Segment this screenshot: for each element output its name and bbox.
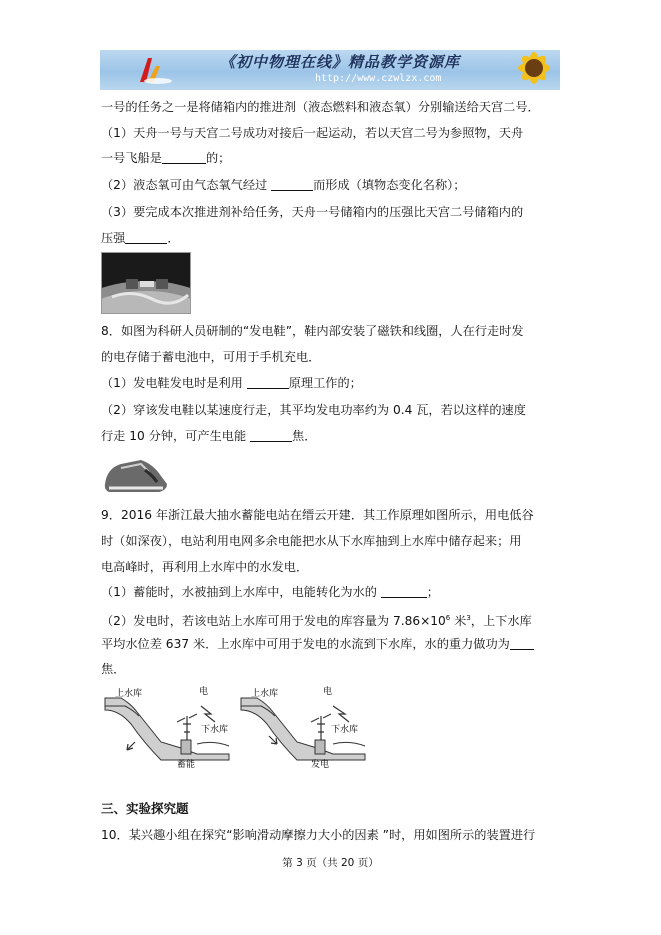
- q9-part2-line2: 平均水位差 637 米．上水库中可用于发电的水流到下水库，水的重力做功为: [101, 636, 534, 652]
- answer-blank[interactable]: [250, 429, 292, 442]
- q9-part2-line1: （2）发电时，若该电站上水库可用于发电的库容量为 $7.86\times 10^6$ 米$^3$，上下水库: [101, 614, 532, 629]
- q8-line1: 8．如图为科研人员研制的“发电鞋”，鞋内部安装了磁铁和线圈，人在行走时发: [101, 324, 524, 338]
- q8-part2-line1: （2）穿该发电鞋以某速度行走，其平均发电功率约为 0.4 瓦，若以这样的速度: [101, 403, 526, 417]
- q7-part3-line1: （3）要完成本次推进剂补给任务，天舟一号储箱内的压强比天宫二号储箱内的: [101, 205, 524, 219]
- site-logo-icon: [134, 54, 174, 86]
- answer-blank[interactable]: [162, 151, 206, 164]
- sunflower-icon: [496, 50, 560, 90]
- q9-line3: 电高峰时，再利用上水库中的水发电．: [101, 560, 309, 574]
- q8-part1: （1）发电鞋发电时是利用 原理工作的；: [101, 376, 362, 390]
- q7-part1-line2: 一号飞船是 的；: [101, 151, 231, 165]
- generate-mode-label: 发电: [311, 760, 330, 770]
- q9-part2-line3: 焦．: [101, 662, 126, 676]
- section-heading: 三、实验探究题: [101, 801, 189, 816]
- banner-title: 《初中物理在线》精品教学资源库: [220, 53, 461, 71]
- q7-part2: （2）液态氧可由气态氧气经过 而形成（填物态变化名称）；: [101, 178, 466, 192]
- upper-reservoir-label-left: 上水库: [115, 689, 143, 699]
- q9-part1: （1）蓄能时，水被抽到上水库中，电能转化为水的 ；: [101, 585, 439, 599]
- q9-line1: 9．2016 年浙江最大抽水蓄能电站在缙云开建．其工作原理如图所示，用电低谷: [101, 508, 534, 522]
- header-banner: [100, 50, 560, 90]
- storage-mode-label: 蓄能: [177, 760, 196, 770]
- storage-mode-diagram: [105, 685, 229, 770]
- pumped-storage-diagram: [101, 684, 371, 770]
- generate-mode-diagram: [241, 685, 365, 770]
- lower-reservoir-label-left: 下水库: [201, 725, 229, 735]
- electricity-label-left: 电: [199, 687, 209, 697]
- banner-url[interactable]: http://www.czwlzx.com: [315, 73, 442, 84]
- answer-blank[interactable]: [381, 585, 427, 598]
- power-shoe-photo: [101, 450, 171, 496]
- answer-blank[interactable]: [271, 178, 313, 191]
- answer-blank[interactable]: [510, 637, 534, 650]
- q9-line2: 时（如深夜），电站利用电网多余电能把水从下水库抽到上水库中储存起来；用: [101, 534, 522, 548]
- q8-line2: 的电存储于蓄电池中，可用于手机充电．: [101, 350, 321, 364]
- lower-reservoir-label-right: 下水库: [331, 725, 359, 735]
- q7-part3-line2: 压强 ．: [101, 231, 180, 245]
- space-station-photo: [101, 252, 191, 314]
- q7-intro: 一号的任务之一是将储箱内的推进剂（液态燃料和液态氧）分别输送给天宫二号．: [101, 100, 540, 114]
- page-footer: 第 3 页（共 20 页）: [282, 857, 379, 869]
- answer-blank[interactable]: [125, 231, 167, 244]
- q10-line1: 10．某兴趣小组在探究“影响滑动摩擦力大小的因素 ”时，用如图所示的装置进行: [101, 828, 536, 842]
- q8-part2-line2: 行走 10 分钟，可产生电能 焦．: [101, 429, 317, 443]
- electricity-label-right: 电: [323, 687, 333, 697]
- upper-reservoir-label-right: 上水库: [251, 689, 279, 699]
- answer-blank[interactable]: [247, 376, 289, 389]
- q7-part1-line1: （1）天舟一号与天宫二号成功对接后一起运动，若以天宫二号为参照物，天舟: [101, 126, 524, 140]
